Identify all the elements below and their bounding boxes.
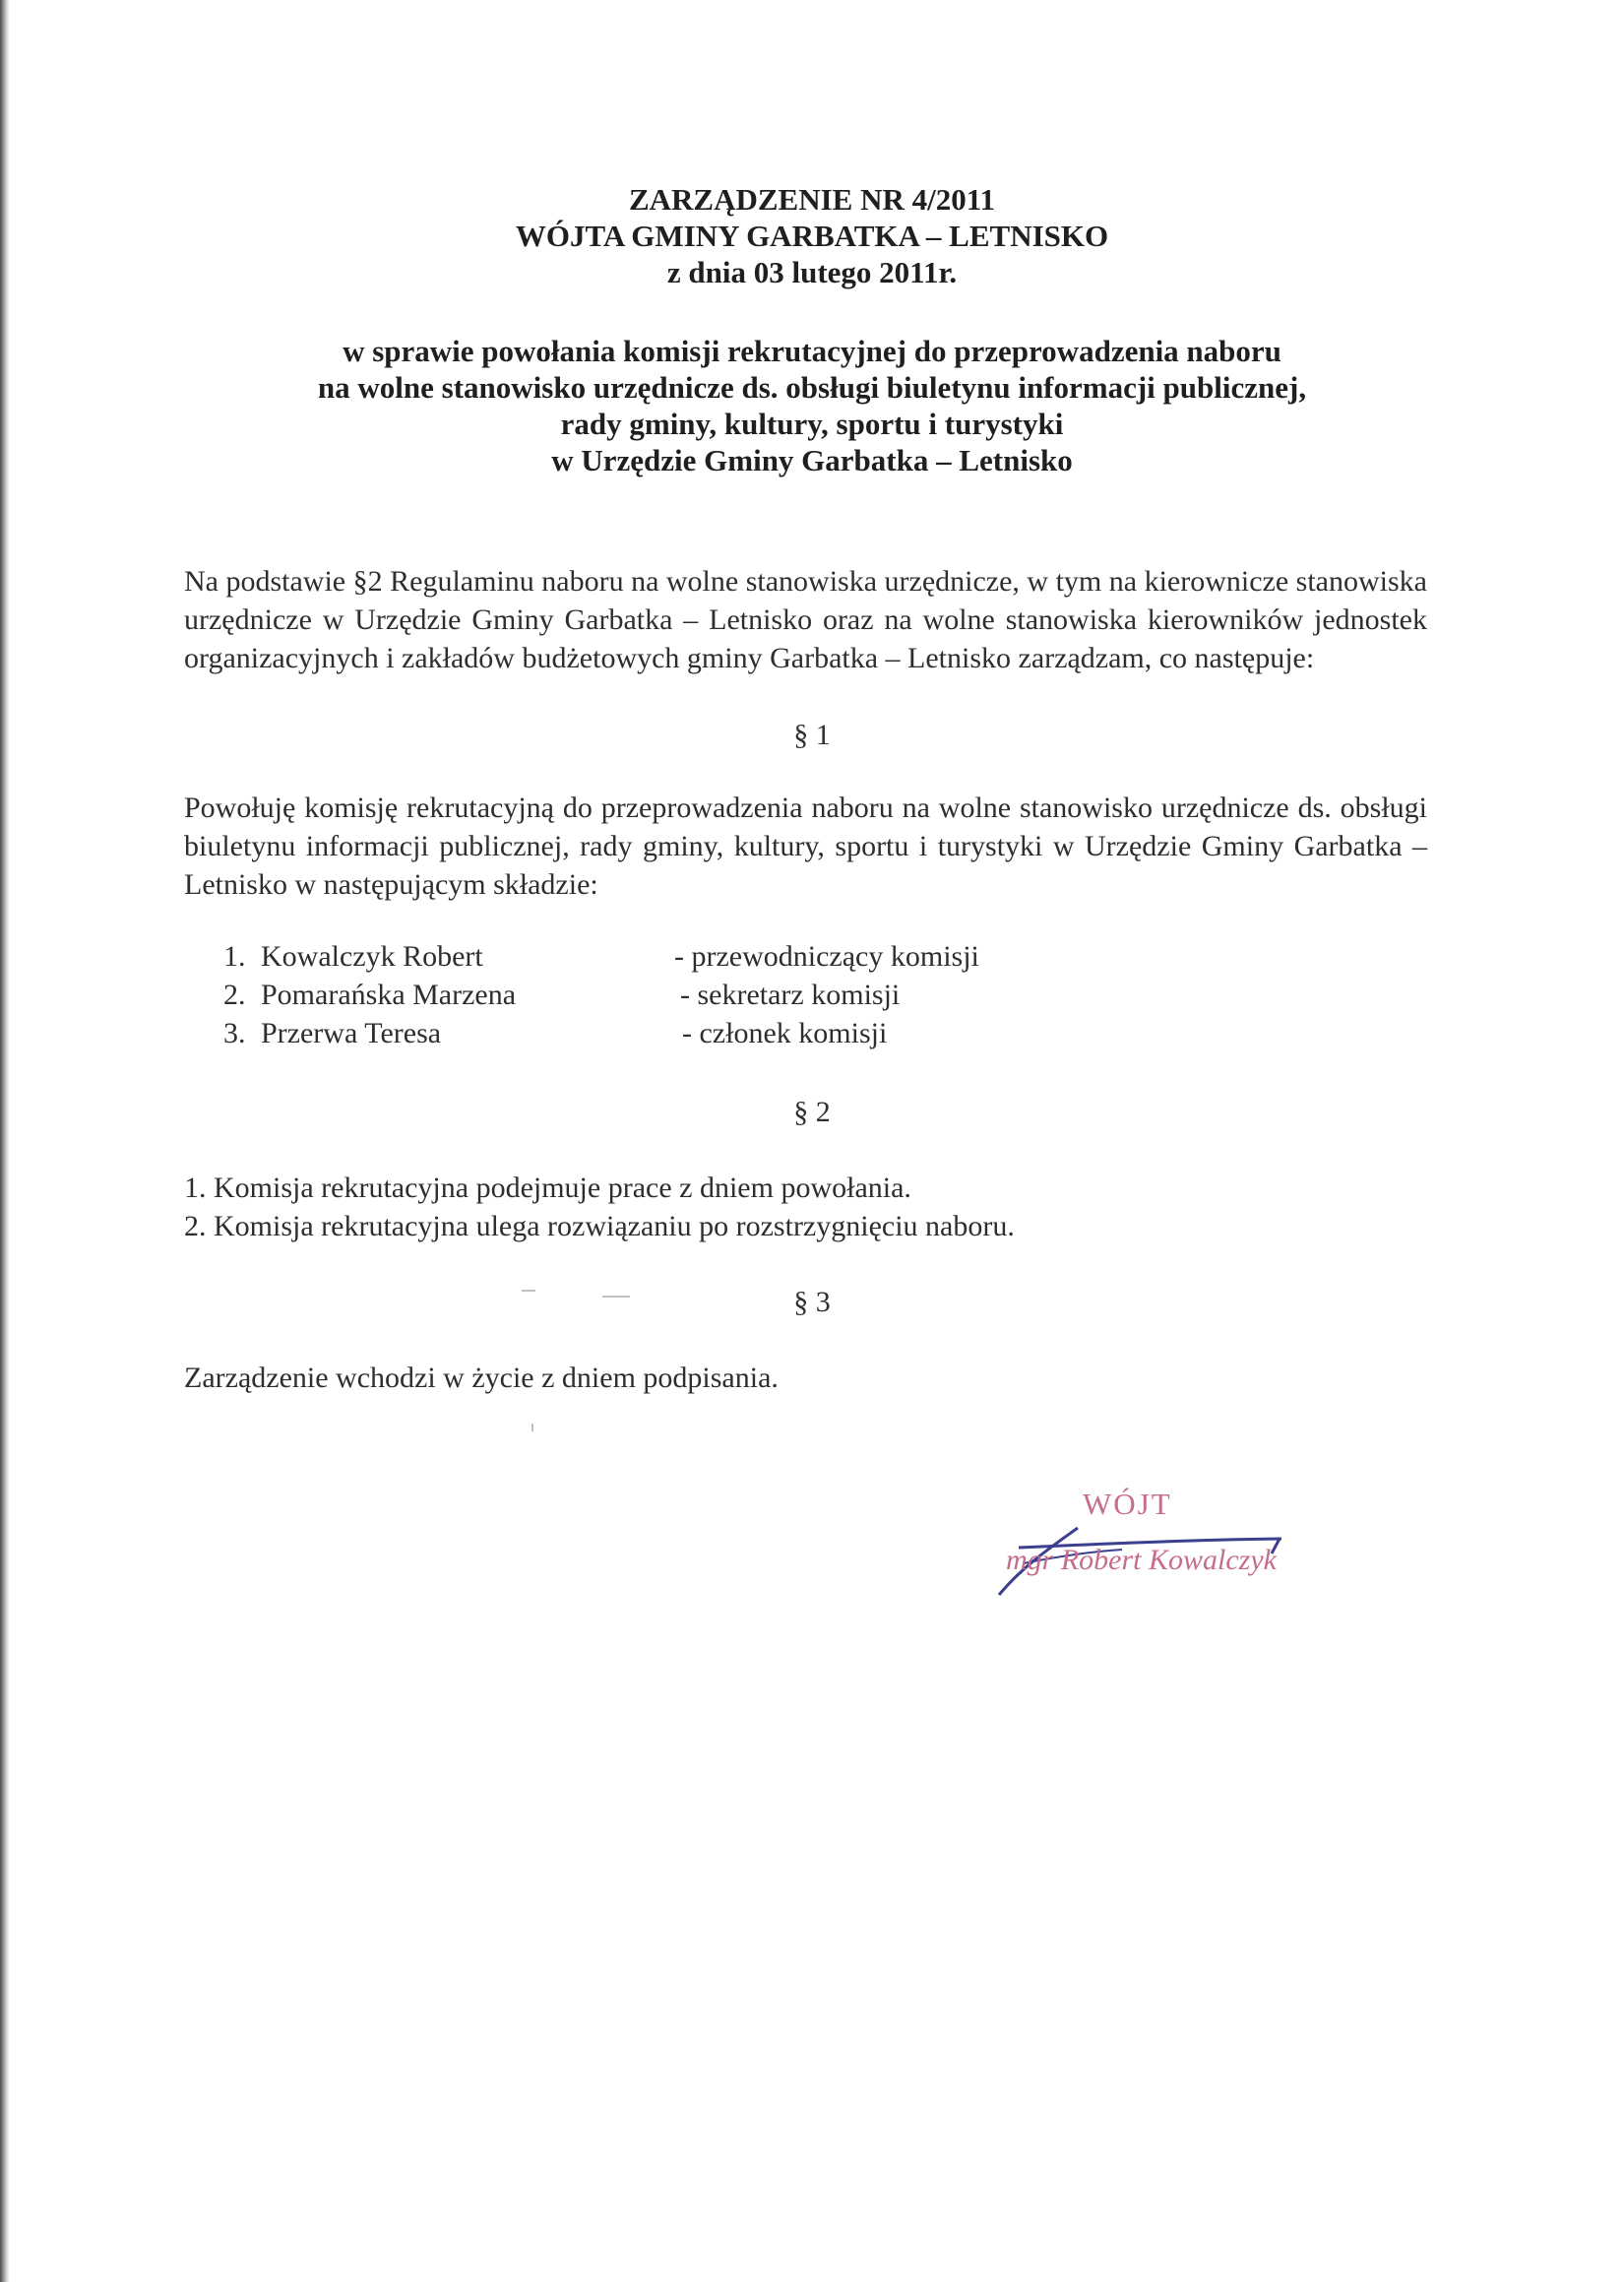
member-name: Pomarańska Marzena xyxy=(261,979,517,1011)
section-2-point: 1. Komisja rekrutacyjna podejmuje prace z dniem powołania. xyxy=(184,1172,911,1204)
preamble-paragraph: Na podstawie §2 Regulaminu naboru na wolne stanowiska urzędnicze, w tym na kierownicze stanowiska urzędnicze w Urzędzie Gminy Garbatka – Letnisko oraz na wolne stanowiska kierowników jednostek organizacyjnych i zakładów budżetowych gminy Garbatka – Letnisko zarządzam, co następuje: xyxy=(184,565,1427,674)
section-2-sign: § 2 xyxy=(793,1096,831,1128)
scan-speck xyxy=(522,1290,535,1292)
signature-stamp xyxy=(984,1487,1319,1605)
committee-members-list xyxy=(223,937,979,1052)
subject-line: rady gminy, kultury, sportu i turystyki xyxy=(560,407,1064,441)
stamp-title: WÓJT xyxy=(1083,1487,1172,1521)
member-name: Kowalczyk Robert xyxy=(261,940,483,973)
scan-speck xyxy=(531,1424,533,1431)
document-header xyxy=(0,181,1624,290)
member-number: 2. xyxy=(223,979,246,1011)
member-role: - przewodniczący komisji xyxy=(674,940,979,973)
header-line-authority: WÓJTA GMINY GARBATKA – LETNISKO xyxy=(515,219,1109,253)
section-1-sign: § 1 xyxy=(793,719,831,751)
member-role: - członek komisji xyxy=(682,1017,888,1049)
scan-speck xyxy=(602,1296,630,1298)
subject-line: w Urzędzie Gminy Garbatka – Letnisko xyxy=(551,443,1073,477)
subject-line: na wolne stanowisko urzędnicze ds. obsługi biuletynu informacji publicznej, xyxy=(317,370,1307,405)
member-number: 1. xyxy=(223,940,246,973)
section-3-paragraph: Zarządzenie wchodzi w życie z dniem podpisania. xyxy=(184,1362,779,1394)
document-subject xyxy=(0,333,1624,478)
member-row xyxy=(223,976,979,1014)
header-line-title: ZARZĄDZENIE NR 4/2011 xyxy=(628,182,996,217)
subject-line: w sprawie powołania komisji rekrutacyjnej do przeprowadzenia naboru xyxy=(343,334,1281,368)
member-row xyxy=(223,937,979,976)
header-line-date: z dnia 03 lutego 2011r. xyxy=(666,255,958,289)
member-row xyxy=(223,1014,979,1052)
member-number: 3. xyxy=(223,1017,246,1049)
stamp-name: mgr Robert Kowalczyk xyxy=(1006,1544,1277,1576)
member-name: Przerwa Teresa xyxy=(261,1017,442,1049)
member-role: - sekretarz komisji xyxy=(680,979,901,1011)
section-2-point: 2. Komisja rekrutacyjna ulega rozwiązaniu po rozstrzygnięciu naboru. xyxy=(184,1210,1015,1242)
section-1-paragraph: Powołuję komisję rekrutacyjną do przeprowadzenia naboru na wolne stanowisko urzędnicze ds. obsługi biuletynu informacji publicznej, rady gminy, kultury, sportu i turystyki w Urzędzie Gminy Garbatka – Letnisko w następującym składzie: xyxy=(184,792,1427,901)
section-2-points xyxy=(184,1169,1427,1245)
section-3-sign: § 3 xyxy=(793,1286,831,1318)
